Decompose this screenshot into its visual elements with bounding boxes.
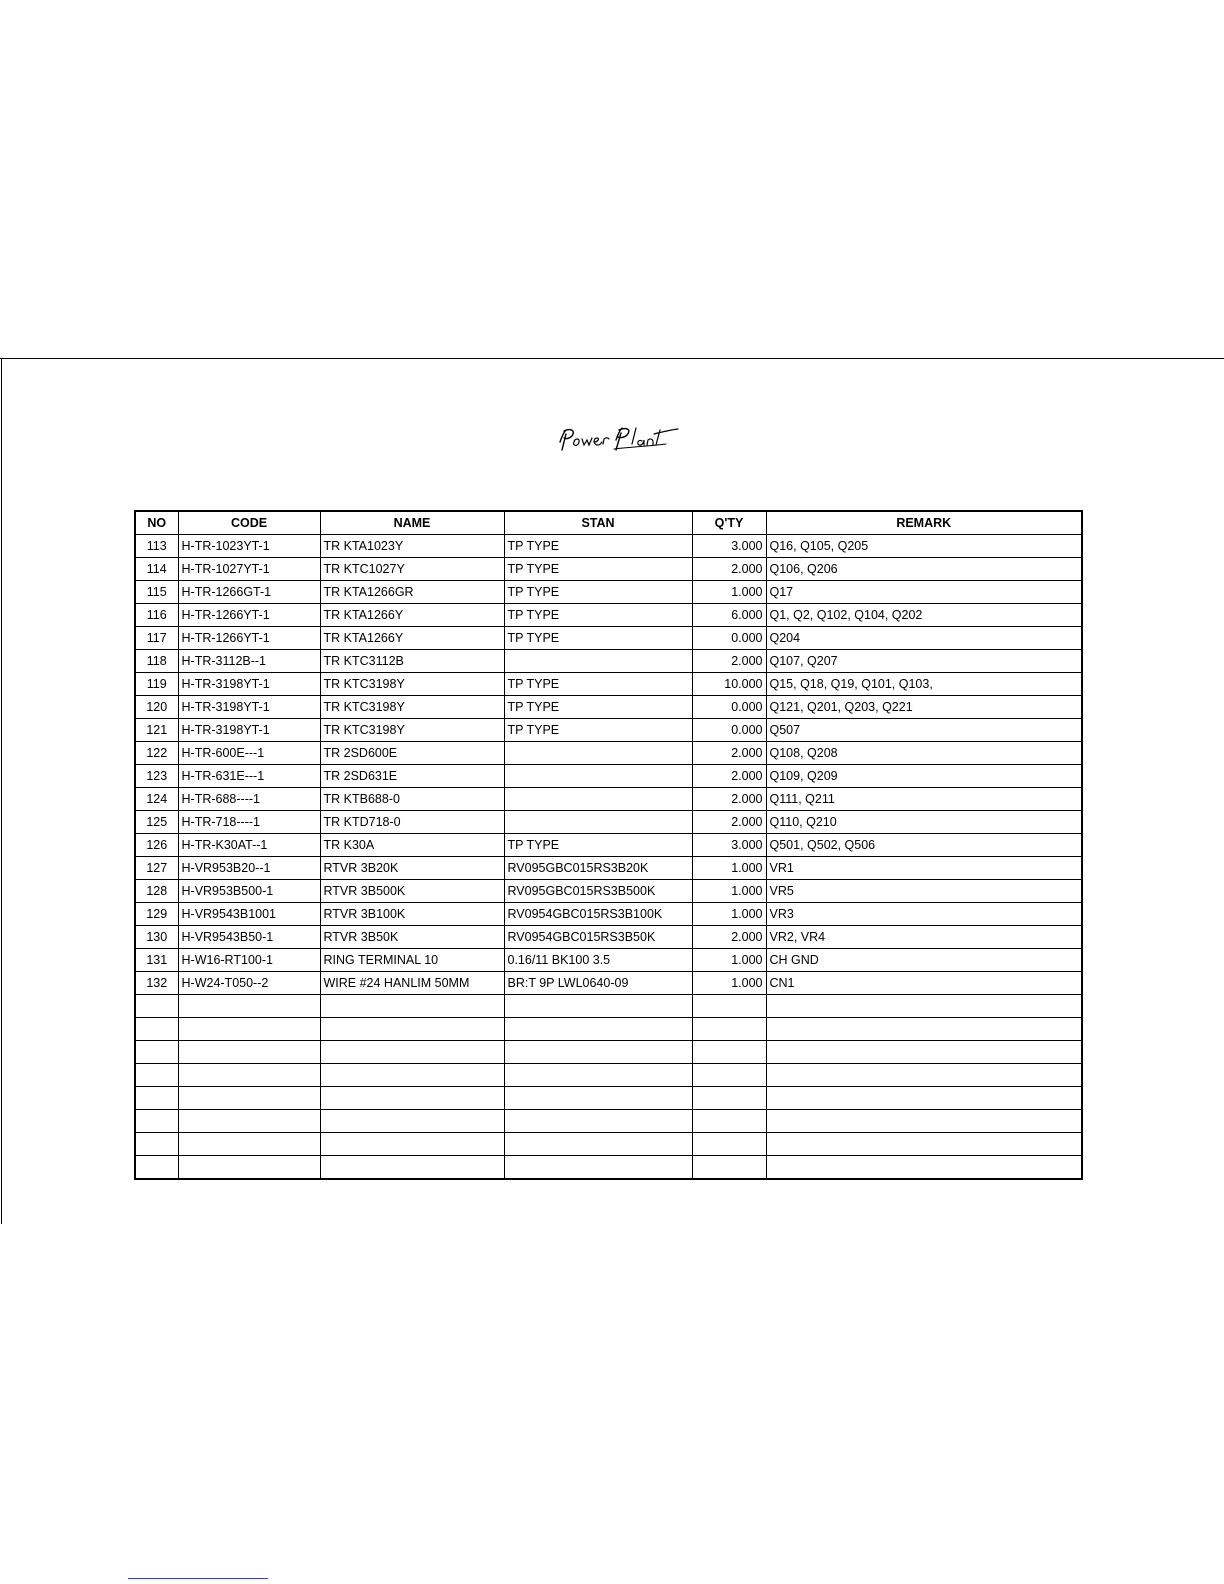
cell-qty	[692, 1018, 766, 1041]
cell-name: RING TERMINAL 10	[320, 949, 504, 972]
cell-name: RTVR 3B20K	[320, 857, 504, 880]
cell-code	[178, 995, 320, 1018]
cell-name: TR KTC1027Y	[320, 558, 504, 581]
cell-name: TR 2SD600E	[320, 742, 504, 765]
cell-remark: VR1	[766, 857, 1082, 880]
cell-qty: 1.000	[692, 857, 766, 880]
cell-name: TR KTA1266GR	[320, 581, 504, 604]
cell-name	[320, 1064, 504, 1087]
cell-qty	[692, 1064, 766, 1087]
cell-remark: Q501, Q502, Q506	[766, 834, 1082, 857]
cell-stan: TP TYPE	[504, 696, 692, 719]
cell-qty	[692, 1087, 766, 1110]
cell-stan: RV0954GBC015RS3B50K	[504, 926, 692, 949]
cell-stan	[504, 811, 692, 834]
cell-qty: 2.000	[692, 765, 766, 788]
cell-no: 130	[135, 926, 178, 949]
cell-name: TR 2SD631E	[320, 765, 504, 788]
cell-remark: VR5	[766, 880, 1082, 903]
table-row	[135, 834, 1082, 857]
table-row	[135, 765, 1082, 788]
cell-qty	[692, 995, 766, 1018]
table-row	[135, 1133, 1082, 1156]
cell-stan	[504, 1041, 692, 1064]
cell-name	[320, 1041, 504, 1064]
cell-no: 125	[135, 811, 178, 834]
table-row	[135, 719, 1082, 742]
table-row	[135, 972, 1082, 995]
powerplant-logo	[556, 420, 686, 460]
cell-remark	[766, 1110, 1082, 1133]
cell-no: 116	[135, 604, 178, 627]
cell-stan: TP TYPE	[504, 834, 692, 857]
cell-name: TR KTD718-0	[320, 811, 504, 834]
header-stan: STAN	[504, 511, 692, 535]
table-row	[135, 696, 1082, 719]
cell-stan	[504, 788, 692, 811]
cell-qty: 2.000	[692, 926, 766, 949]
footer-rule	[128, 1578, 268, 1579]
cell-qty: 2.000	[692, 811, 766, 834]
cell-stan	[504, 1064, 692, 1087]
cell-code	[178, 1087, 320, 1110]
cell-remark	[766, 1156, 1082, 1180]
cell-no: 131	[135, 949, 178, 972]
table-row	[135, 880, 1082, 903]
cell-code: H-TR-K30AT--1	[178, 834, 320, 857]
cell-remark	[766, 1087, 1082, 1110]
cell-stan: TP TYPE	[504, 627, 692, 650]
cell-code	[178, 1018, 320, 1041]
cell-name: TR KTC3198Y	[320, 673, 504, 696]
cell-qty: 0.000	[692, 627, 766, 650]
cell-no	[135, 1087, 178, 1110]
cell-remark: Q110, Q210	[766, 811, 1082, 834]
cell-code	[178, 1041, 320, 1064]
header-no: NO	[135, 511, 178, 535]
table-row	[135, 742, 1082, 765]
cell-remark	[766, 1041, 1082, 1064]
page-edge-top	[0, 358, 1224, 359]
cell-code: H-TR-3198YT-1	[178, 673, 320, 696]
cell-qty: 1.000	[692, 949, 766, 972]
cell-stan: TP TYPE	[504, 581, 692, 604]
cell-qty: 1.000	[692, 880, 766, 903]
cell-qty: 2.000	[692, 558, 766, 581]
header-qty: Q'TY	[692, 511, 766, 535]
table-row	[135, 811, 1082, 834]
cell-stan	[504, 1133, 692, 1156]
cell-name: TR KTA1266Y	[320, 627, 504, 650]
cell-code	[178, 1133, 320, 1156]
table-row	[135, 857, 1082, 880]
header-code: CODE	[178, 511, 320, 535]
cell-qty: 1.000	[692, 972, 766, 995]
cell-stan: TP TYPE	[504, 535, 692, 558]
cell-qty	[692, 1133, 766, 1156]
table-row	[135, 627, 1082, 650]
cell-no: 115	[135, 581, 178, 604]
cell-qty: 1.000	[692, 581, 766, 604]
cell-code: H-TR-1027YT-1	[178, 558, 320, 581]
cell-name	[320, 1110, 504, 1133]
cell-stan: BR:T 9P LWL0640-09	[504, 972, 692, 995]
cell-no: 122	[135, 742, 178, 765]
table-row	[135, 926, 1082, 949]
cell-code: H-TR-1266YT-1	[178, 604, 320, 627]
cell-no: 113	[135, 535, 178, 558]
cell-code: H-TR-1266GT-1	[178, 581, 320, 604]
cell-no: 128	[135, 880, 178, 903]
cell-code	[178, 1064, 320, 1087]
cell-code: H-W16-RT100-1	[178, 949, 320, 972]
page-edge-left	[1, 358, 2, 1224]
cell-stan	[504, 995, 692, 1018]
cell-name: TR KTA1266Y	[320, 604, 504, 627]
cell-stan: TP TYPE	[504, 558, 692, 581]
cell-code: H-W24-T050--2	[178, 972, 320, 995]
table-row	[135, 673, 1082, 696]
cell-code: H-TR-1023YT-1	[178, 535, 320, 558]
cell-no: 114	[135, 558, 178, 581]
cell-remark: CN1	[766, 972, 1082, 995]
cell-code: H-VR9543B50-1	[178, 926, 320, 949]
cell-remark: VR3	[766, 903, 1082, 926]
table-row	[135, 1087, 1082, 1110]
cell-name: RTVR 3B500K	[320, 880, 504, 903]
cell-name	[320, 1087, 504, 1110]
cell-code: H-TR-631E---1	[178, 765, 320, 788]
cell-remark: Q111, Q211	[766, 788, 1082, 811]
cell-name: TR KTC3198Y	[320, 719, 504, 742]
cell-code: H-VR9543B1001	[178, 903, 320, 926]
cell-remark: Q15, Q18, Q19, Q101, Q103,	[766, 673, 1082, 696]
cell-stan: TP TYPE	[504, 604, 692, 627]
cell-no: 117	[135, 627, 178, 650]
cell-remark: Q109, Q209	[766, 765, 1082, 788]
cell-qty: 3.000	[692, 834, 766, 857]
cell-remark: Q106, Q206	[766, 558, 1082, 581]
cell-code	[178, 1110, 320, 1133]
cell-qty: 10.000	[692, 673, 766, 696]
cell-qty: 2.000	[692, 742, 766, 765]
table-row	[135, 535, 1082, 558]
cell-remark: Q16, Q105, Q205	[766, 535, 1082, 558]
cell-remark	[766, 1133, 1082, 1156]
cell-code: H-TR-3198YT-1	[178, 696, 320, 719]
cell-qty: 3.000	[692, 535, 766, 558]
cell-code: H-TR-1266YT-1	[178, 627, 320, 650]
cell-no	[135, 1041, 178, 1064]
cell-code: H-VR953B20--1	[178, 857, 320, 880]
cell-stan	[504, 1110, 692, 1133]
table-row	[135, 1041, 1082, 1064]
cell-name: WIRE #24 HANLIM 50MM	[320, 972, 504, 995]
table-row	[135, 788, 1082, 811]
table-body	[135, 535, 1082, 1180]
cell-no: 132	[135, 972, 178, 995]
header-name: NAME	[320, 511, 504, 535]
cell-stan: RV095GBC015RS3B20K	[504, 857, 692, 880]
cell-remark	[766, 995, 1082, 1018]
cell-code	[178, 1156, 320, 1180]
table-header-row	[135, 511, 1082, 535]
cell-name	[320, 1156, 504, 1180]
cell-name	[320, 1018, 504, 1041]
header-remark: REMARK	[766, 511, 1082, 535]
cell-qty: 6.000	[692, 604, 766, 627]
cell-remark: VR2, VR4	[766, 926, 1082, 949]
table-row	[135, 1156, 1082, 1180]
cell-qty: 1.000	[692, 903, 766, 926]
table-row	[135, 581, 1082, 604]
cell-stan	[504, 1156, 692, 1180]
cell-qty	[692, 1041, 766, 1064]
cell-stan: 0.16/11 BK100 3.5	[504, 949, 692, 972]
cell-code: H-VR953B500-1	[178, 880, 320, 903]
cell-stan: RV0954GBC015RS3B100K	[504, 903, 692, 926]
table-row	[135, 604, 1082, 627]
table-row	[135, 1110, 1082, 1133]
cell-name: TR KTC3112B	[320, 650, 504, 673]
cell-no	[135, 1156, 178, 1180]
cell-remark: Q204	[766, 627, 1082, 650]
cell-name: TR KTC3198Y	[320, 696, 504, 719]
cell-stan: TP TYPE	[504, 673, 692, 696]
table-row	[135, 995, 1082, 1018]
cell-name: TR KTB688-0	[320, 788, 504, 811]
cell-remark: Q121, Q201, Q203, Q221	[766, 696, 1082, 719]
cell-qty	[692, 1156, 766, 1180]
cell-no: 118	[135, 650, 178, 673]
cell-remark: Q108, Q208	[766, 742, 1082, 765]
cell-stan	[504, 1087, 692, 1110]
table-row	[135, 949, 1082, 972]
cell-no: 121	[135, 719, 178, 742]
cell-no: 120	[135, 696, 178, 719]
cell-stan	[504, 765, 692, 788]
cell-name: RTVR 3B50K	[320, 926, 504, 949]
cell-code: H-TR-718----1	[178, 811, 320, 834]
cell-remark: Q1, Q2, Q102, Q104, Q202	[766, 604, 1082, 627]
cell-stan: TP TYPE	[504, 719, 692, 742]
table-row	[135, 558, 1082, 581]
cell-qty	[692, 1110, 766, 1133]
cell-no: 119	[135, 673, 178, 696]
cell-stan	[504, 742, 692, 765]
cell-qty: 0.000	[692, 696, 766, 719]
cell-name: TR K30A	[320, 834, 504, 857]
cell-remark: Q17	[766, 581, 1082, 604]
cell-name	[320, 995, 504, 1018]
cell-name: RTVR 3B100K	[320, 903, 504, 926]
cell-qty: 0.000	[692, 719, 766, 742]
cell-no: 127	[135, 857, 178, 880]
cell-code: H-TR-688----1	[178, 788, 320, 811]
cell-remark: CH GND	[766, 949, 1082, 972]
cell-no	[135, 1064, 178, 1087]
cell-no	[135, 995, 178, 1018]
cell-stan	[504, 1018, 692, 1041]
cell-stan: RV095GBC015RS3B500K	[504, 880, 692, 903]
cell-name: TR KTA1023Y	[320, 535, 504, 558]
parts-list-table	[134, 510, 1083, 1180]
cell-no: 126	[135, 834, 178, 857]
cell-remark: Q507	[766, 719, 1082, 742]
cell-code: H-TR-3198YT-1	[178, 719, 320, 742]
table-row	[135, 903, 1082, 926]
table-row	[135, 650, 1082, 673]
cell-no: 123	[135, 765, 178, 788]
table-row	[135, 1064, 1082, 1087]
cell-stan	[504, 650, 692, 673]
cell-no	[135, 1018, 178, 1041]
cell-no: 124	[135, 788, 178, 811]
cell-no	[135, 1133, 178, 1156]
cell-name	[320, 1133, 504, 1156]
cell-remark	[766, 1018, 1082, 1041]
cell-remark	[766, 1064, 1082, 1087]
table-row	[135, 1018, 1082, 1041]
cell-qty: 2.000	[692, 788, 766, 811]
cell-no: 129	[135, 903, 178, 926]
cell-qty: 2.000	[692, 650, 766, 673]
cell-remark: Q107, Q207	[766, 650, 1082, 673]
cell-no	[135, 1110, 178, 1133]
cell-code: H-TR-3112B--1	[178, 650, 320, 673]
cell-code: H-TR-600E---1	[178, 742, 320, 765]
